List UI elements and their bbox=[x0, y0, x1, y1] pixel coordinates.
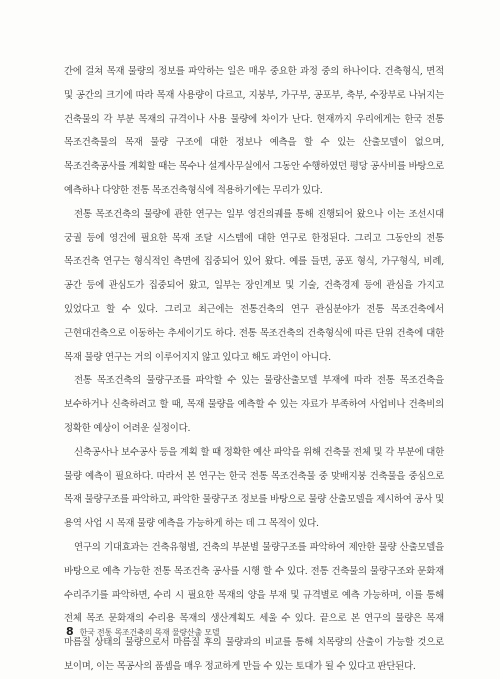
page-footer bbox=[66, 625, 219, 638]
running-title: 한국 전통 목조건축의 목재 물량산출 모델 bbox=[79, 628, 220, 637]
paragraph: 전통 목조건축의 물량구조를 파악할 수 있는 물량산출모델 부재에 따라 전통 목조건축을 보수하거나 신축하려고 할 때, 목재 물량을 예측할 수 있는 자료가 부족하여 사업비나 건축비의 정확한 예상이 어려운 실정이다. bbox=[64, 375, 444, 434]
page-number: 8 bbox=[66, 625, 74, 638]
body-text bbox=[64, 60, 444, 679]
paragraph: 전통 목조건축의 물량에 관한 연구는 일부 영건의궤를 통해 진행되어 왔으나 이는 조선시대 궁궐 등에 영건에 필요한 목재 조달 시스템에 대한 연구로 한정된다. 그리고 그동안의 전통 목조건축 연구는 형식적인 측면에 집중되어 있어 왔다. 예를 들면, 공포 형식, 가구형식, 비례, 공간 등에 관심도가 집중되어 왔고, 일부는 장인계보 및 기술, 건축경제 등에 관심을 가지고 있었다고 할 수 있다. 그리고 최근에는 전통건축의 연구 관심분야가 전통 목조건축에서 근현대건축으로 이동하는 추세이기도 하다. 전통 목조건축의 건축형식에 따른 단위 건축에 대한 목재 물량 연구는 거의 이루어지지 않고 있다고 해도 과언이 아니다. bbox=[64, 208, 444, 363]
paragraph: 신축공사나 보수공사 등을 계획 할 때 정확한 예산 파악을 위해 건축물 전체 및 각 부분에 대한 물량 예측이 필요하다. 따라서 본 연구는 한국 전통 목조건축물 중 맞배지붕 건축물을 중심으로 목재 물량구조를 파악하고, 파악한 물량구조 정보를 바탕으로 물량 산출모델을 제시하여 공사 및 용역 사업 시 목재 물량 예측을 가능하게 하는 데 그 목적이 있다. bbox=[64, 446, 444, 530]
paragraph: 간에 걸쳐 목재 물량의 정보를 파악하는 일은 매우 중요한 과정 중의 하나이다. 건축형식, 면적 및 공간의 크기에 따라 목재 사용량이 다르고, 지붕부, 가구부, 공포부, 축부, 수장부로 나뉘지는 건축물의 각 부분 목재의 규격이나 사용 물량에 차이가 난다. 현재까지 우리에게는 한국 전통 목조건축물의 목재 물량 구조에 대한 정보나 예측을 할 수 있는 산출모델이 없으며, 목조건축공사를 계획할 때는 목수나 설계사무실에서 그동안 수행하였던 평당 공사비를 바탕으로 예측하나 다양한 전통 목조건축형식에 적용하기에는 무리가 있다. bbox=[64, 66, 444, 196]
paragraph: 연구의 기대효과는 건축유형별, 건축의 부분별 물량구조를 파악하여 제안한 물량 산출모델을 바탕으로 예측 가능한 전통 목조건축 공사를 시행 할 수 있다. 전통 건축물의 물량구조와 문화재 수리주기를 파악하면, 수리 시 필요한 목재의 양을 부재 및 규격별로 예측 가능하며, 이를 통해 전체 목조 문화재의 수리용 목재의 생산계획도 세울 수 있다. 끝으로 본 연구의 물량은 목재 마름질 상태의 물량으로서 마름질 후의 물량과의 비교를 통해 치목량의 산출이 가능할 것으로 보이며, 이는 목공사의 품셈을 매우 정교하게 만들 수 있는 토대가 될 수 있다고 판단된다. bbox=[64, 541, 444, 672]
